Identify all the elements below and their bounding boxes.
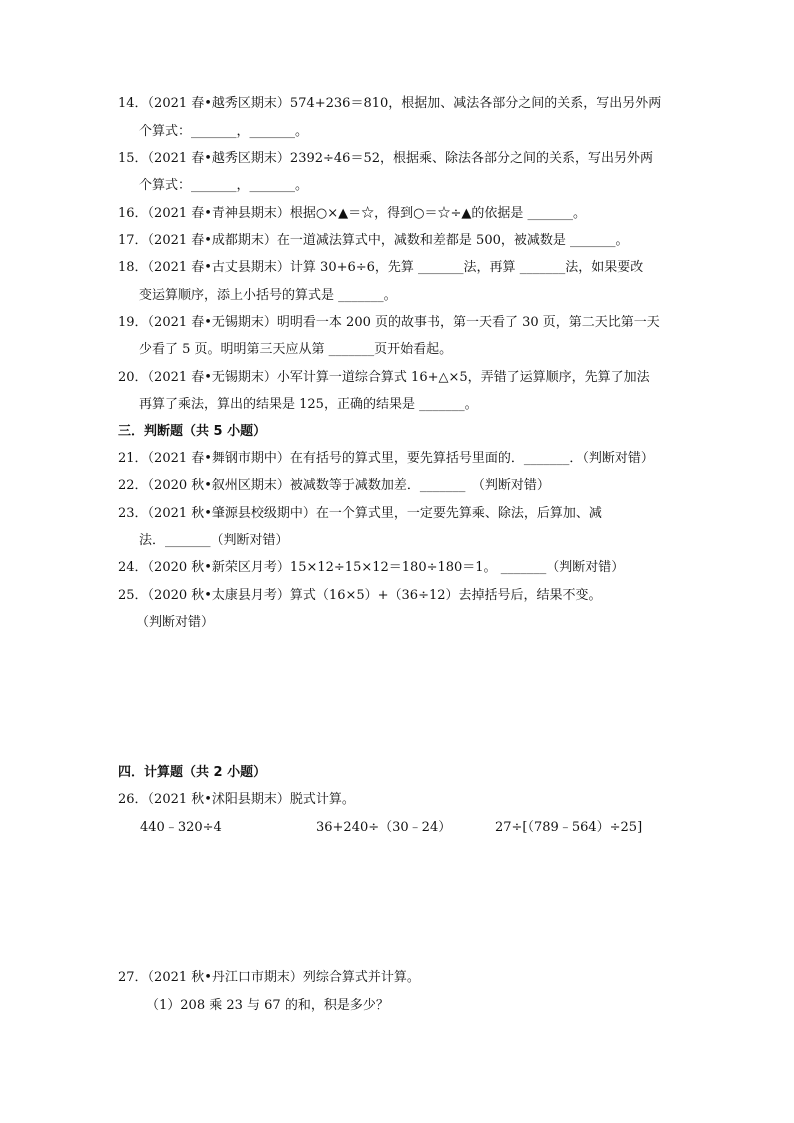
question-22: 22．（2020 秋•叙州区期末）被减数等于减数加差．_______ （判断对错）: [118, 478, 550, 493]
question-26: 26．（2021 秋•沭阳县期末）脱式计算。: [118, 792, 355, 807]
question-19-line-2: 少看了 5 页。明明第三天应从第 _______页开始看起。: [139, 342, 453, 357]
question-17: 17．（2021 春•成都期末）在一道减法算式中，减数和差都是 500，被减数是 _______。: [118, 233, 629, 248]
question-20-line-1: 20．（2021 春•无锡期末）小军计算一道综合算式 16+△×5，弄错了运算顺序，先算了加法: [118, 370, 650, 385]
question-15-line-2: 个算式：_______，_______。: [139, 178, 309, 193]
question-24: 24．（2020 秋•新荣区月考）15×12÷15×12＝180÷180＝1。 _______（判断对错）: [118, 560, 625, 575]
question-27-line-1: 27．（2021 秋•丹江口市期末）列综合算式并计算。: [118, 970, 420, 985]
section-4-heading: 四．计算题（共 2 小题）: [118, 765, 267, 780]
question-16: 16．（2021 春•青神县期末）根据○×▲＝☆，得到○＝☆÷▲的依据是 _______。: [118, 206, 587, 221]
calc-expression-2: 36+240÷（30﹣24）: [316, 820, 452, 835]
question-14-line-1: 14．（2021 春•越秀区期末）574+236＝810，根据加、减法各部分之间的关系，写出另外两: [118, 96, 662, 111]
calc-expression-1: 440﹣320÷4: [140, 820, 222, 835]
section-3-heading: 三．判断题（共 5 小题）: [118, 424, 267, 439]
question-14-line-2: 个算式：_______，_______。: [139, 124, 309, 139]
question-18-line-2: 变运算顺序，添上小括号的算式是 _______。: [139, 288, 397, 303]
calc-expression-3: 27÷[（789﹣564）÷25]: [495, 820, 643, 835]
question-25-line-2: （判断对错）: [136, 615, 215, 630]
question-25-line-1: 25．（2020 秋•太康县月考）算式（16×5）+（36÷12）去掉括号后，结果不变。: [118, 588, 602, 603]
question-18-line-1: 18．（2021 春•古丈县期末）计算 30+6÷6，先算 _______法，再算 _______法，如果要改: [118, 260, 644, 275]
question-21: 21．（2021 春•舞钢市期中）在有括号的算式里，要先算括号里面的．_______．（判断对错）: [118, 451, 654, 466]
question-27-line-2: （1）208 乘 23 与 67 的和，积是多少？: [146, 998, 389, 1013]
question-20-line-2: 再算了乘法，算出的结果是 125，正确的结果是 _______。: [139, 397, 478, 412]
question-23-line-1: 23．（2021 秋•肇源县校级期中）在一个算式里，一定要先算乘、除法，后算加、减: [118, 506, 602, 521]
question-15-line-1: 15．（2021 春•越秀区期末）2392÷46＝52，根据乘、除法各部分之间的关系，写出另外两: [118, 151, 653, 166]
question-19-line-1: 19．（2021 春•无锡期末）明明看一本 200 页的故事书，第一天看了 30 页，第二天比第一天: [118, 315, 660, 330]
question-23-line-2: 法．_______（判断对错）: [139, 533, 289, 548]
